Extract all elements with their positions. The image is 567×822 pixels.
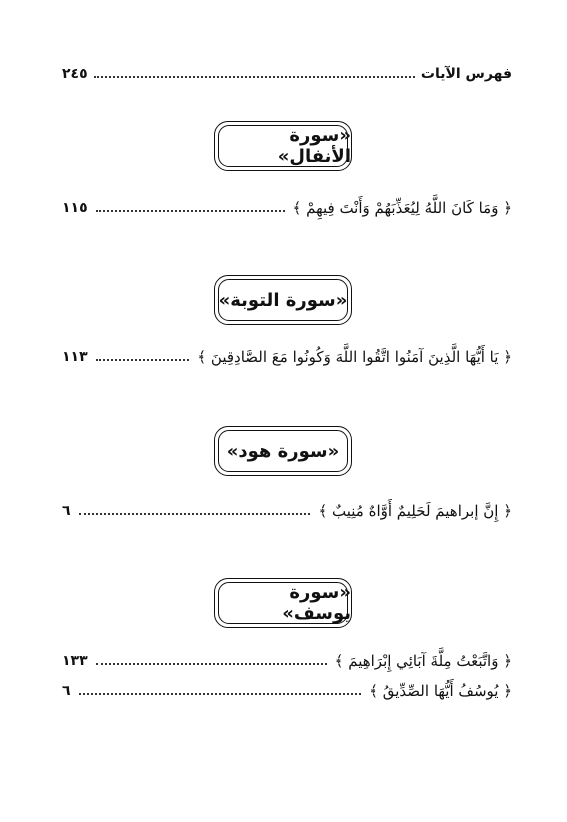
surah-title: «سورة الأنفال» xyxy=(277,125,351,167)
verse-page-number: ١١٣ xyxy=(62,349,88,365)
surah-title: «سورة يوسف» xyxy=(282,582,351,624)
surah-title-box xyxy=(214,578,352,628)
verse-text: ﴿ يَا أَيُّهَا الَّذِينَ آمَنُوا اتَّقُوا اللَّهَ وَكُونُوا مَعَ الصَّادِقِينَ ﴾ xyxy=(197,348,512,366)
surah-title-box xyxy=(214,121,352,171)
leader-dots xyxy=(96,210,285,212)
verse-page-number: ١١٥ xyxy=(62,200,88,216)
surah-title-box xyxy=(214,426,352,476)
surah-title-box xyxy=(214,275,352,325)
leader-dots xyxy=(79,513,311,515)
verse-entry xyxy=(62,197,512,219)
header-leader-dots xyxy=(94,76,415,78)
verse-page-number: ١٣٣ xyxy=(62,653,88,669)
header-page-number: ٢٤٥ xyxy=(62,66,88,82)
verse-page-number: ٦ xyxy=(62,503,71,519)
verse-entry xyxy=(62,680,512,702)
verse-text: ﴿ وَمَا كَانَ اللَّهُ لِيُعَذِّبَهُمْ وَأَنْتَ فِيهِمْ ﴾ xyxy=(292,199,512,217)
verse-text: ﴿ إِنَّ إبراهيمَ لَحَلِيمٌ أَوَّاهٌ مُنِيبٌ ﴾ xyxy=(318,502,512,520)
leader-dots xyxy=(96,359,190,361)
surah-title: «سورة التوبة» xyxy=(218,289,348,311)
header-title: فهرس الآيات xyxy=(420,66,512,82)
verse-entry xyxy=(62,346,512,368)
page-header xyxy=(62,62,512,82)
verse-text: ﴿ يُوسُفُ أَيُّهَا الصِّدِّيقُ ﴾ xyxy=(369,682,512,700)
surah-title: «سورة هود» xyxy=(226,440,340,462)
verse-text: ﴿ وَاتَّبَعْتُ مِلَّةَ آبَائِي إِبْرَاهِيمَ ﴾ xyxy=(334,652,512,670)
leader-dots xyxy=(79,693,362,695)
verse-entry xyxy=(62,650,512,672)
verse-entry xyxy=(62,500,512,522)
leader-dots xyxy=(96,663,327,665)
verse-page-number: ٦ xyxy=(62,683,71,699)
